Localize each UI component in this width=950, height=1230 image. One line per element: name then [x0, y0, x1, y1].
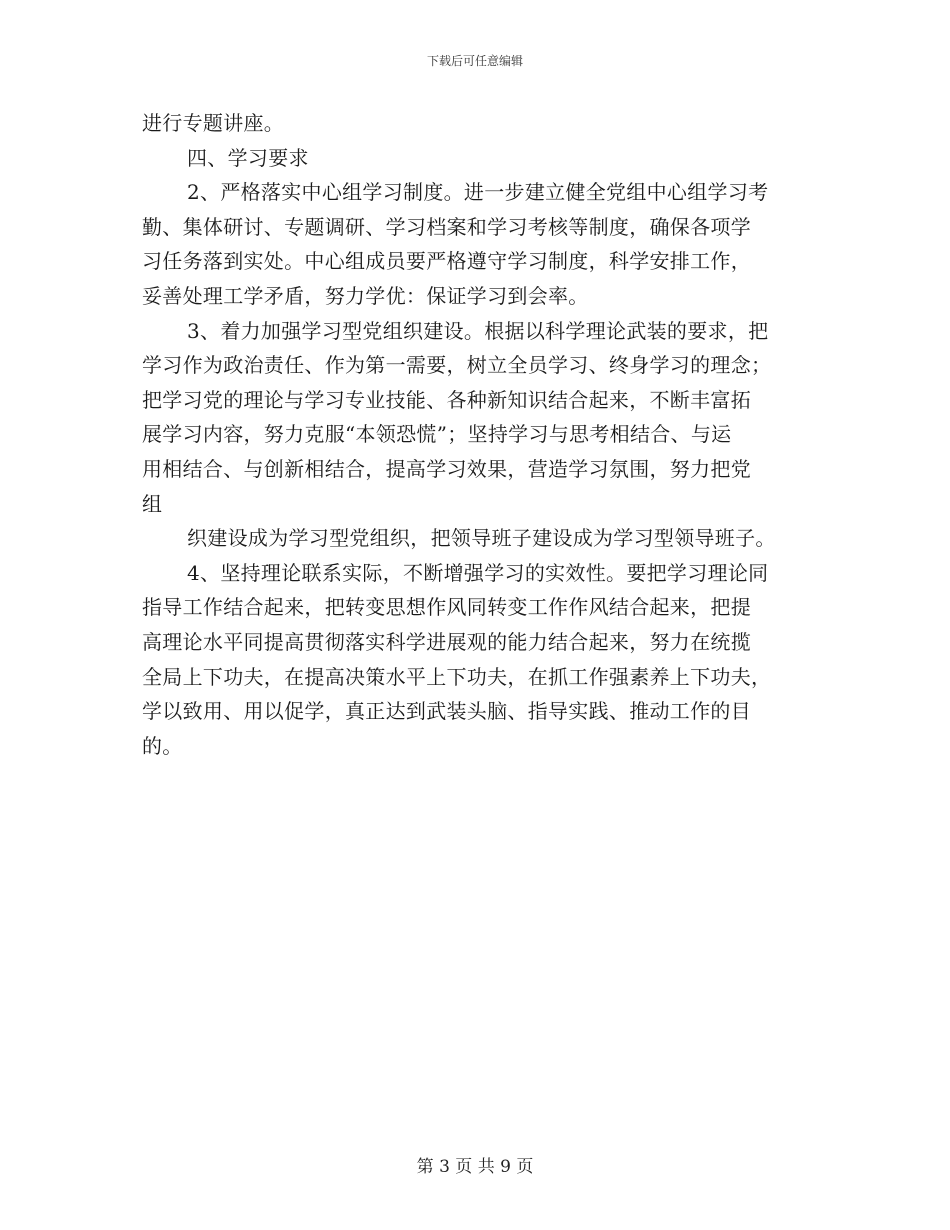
- text-line: 学以致用、用以促学，真正达到武装头脑、指导实践、推动工作的目: [142, 699, 751, 724]
- text-line: 勤、集体研讨、专题调研、学习档案和学习考核等制度，确保各项学: [142, 214, 751, 239]
- text-line: 全局上下功夫，在提高决策水平上下功夫，在抓工作强素养上下功夫，: [142, 664, 772, 689]
- page-number: 第 3 页 共 9 页: [416, 1157, 534, 1177]
- text-line: 学习作为政治责任、作为第一需要，树立全员学习、终身学习的理念；: [142, 353, 772, 378]
- text-line: 妥善处理工学矛盾，努力学优：保证学习到会率。: [142, 283, 589, 308]
- text-line: 指导工作结合起来，把转变思想作风同转变工作作风结合起来，把提: [142, 595, 751, 620]
- text-line: 的。: [142, 733, 183, 758]
- text-line: 习任务落到实处。中心组成员要严格遵守学习制度，科学安排工作，: [142, 249, 751, 274]
- text-line: 用相结合、与创新相结合，提高学习效果，营造学习氛围，努力把党: [142, 456, 751, 481]
- text-line: 把学习党的理论与学习专业技能、各种新知识结合起来，不断丰富拓: [142, 387, 751, 412]
- page-header: 下载后可任意编辑: [426, 54, 523, 68]
- section-heading: 四、学习要求: [187, 145, 309, 170]
- text-line: 3、着力加强学习型党组织建设。根据以科学理论武装的要求，把: [187, 318, 769, 343]
- text-line: 组: [142, 491, 163, 516]
- text-line: 高理论水平同提高贯彻落实科学进展观的能力结合起来，努力在统揽: [142, 629, 751, 654]
- text-line: 2、严格落实中心组学习制度。进一步建立健全党组中心组学习考: [187, 180, 769, 205]
- text-line: 4、坚持理论联系实际，不断增强学习的实效性。要把学习理论同: [187, 560, 769, 585]
- text-line: 展学习内容，努力克服“本领恐慌”；坚持学习与思考相结合、与运: [142, 422, 732, 447]
- text-line: 进行专题讲座。: [142, 111, 285, 135]
- document-body: [142, 106, 812, 763]
- text-line: 织建设成为学习型党组织，把领导班子建设成为学习型领导班子。: [187, 526, 776, 551]
